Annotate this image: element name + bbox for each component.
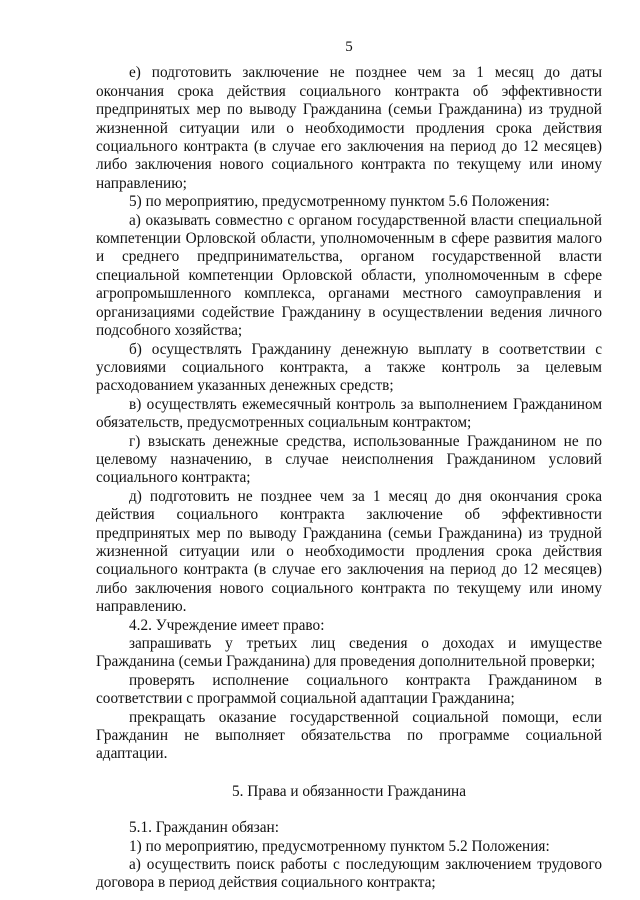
paragraph-right-request: запрашивать у третьих лиц сведения о доходах и имуществе Гражданина (семьи Гражданина) для проведения дополнительной проверки; (96, 635, 602, 671)
paragraph-item-e: е) подготовить заключение не позднее чем за 1 месяц до даты окончания срока действия социального контракта об эффективности предпринятых мер по выводу Гражданина (семьи Гражданина) из трудной жизненной ситуации или о необходимости продления срока действия социального контракта (в случае его заключения на период до 12 месяцев) либо заключения нового социального контракта по текущему или иному направлению; (96, 64, 602, 192)
paragraph-measure-1: 1) по мероприятию, предусмотренному пунктом 5.2 Положения: (129, 837, 550, 855)
paragraph-item-a: а) оказывать совместно с органом государственной власти специальной компетенции Орловской области, уполномоченным в сфере развития малого и среднего предпринимательства, органом государственной власти специальной компетенции Орловской области, уполномоченным в сфере агропромышленного комплекса, органами местного самоуправления и организациями содействие Гражданину в осуществлении ведения личного подсобного хозяйства; (96, 211, 602, 340)
section-heading: 5. Права и обязанности Гражданина (231, 782, 467, 800)
paragraph-4-2: 4.2. Учреждение имеет право: (129, 616, 325, 634)
paragraph-item-b: б) осуществлять Гражданину денежную выплату в соответствии с условиями социального контракта, а также контроль за целевым расходованием указанных денежных средств; (96, 340, 602, 395)
paragraph-item-g: г) взыскать денежные средства, использованные Гражданином не по целевому назначению, в случае неисполнения Гражданином условий социального контракта; (96, 432, 602, 487)
paragraph-right-terminate: прекращать оказание государственной социальной помощи, если Гражданин не выполняет обязательства по программе социальной адаптации. (96, 708, 602, 763)
paragraph-item-v: в) осуществлять ежемесячный контроль за выполнением Гражданином обязательств, предусмотренных социальным контрактом; (96, 395, 602, 432)
paragraph-item-d: д) подготовить не позднее чем за 1 месяц до дня окончания срока действия социального контракта заключение об эффективности предпринятых мер по выводу Гражданина (семьи Гражданина) из трудной жизненной ситуации или о необходимости продления срока действия социального контракта (в случае его заключения на период до 12 месяцев) либо заключения нового социального контракта по текущему или иному направлению. (96, 487, 602, 616)
page-number: 5 (345, 39, 353, 55)
document-page (96, 38, 602, 893)
paragraph-5-1: 5.1. Гражданин обязан: (129, 819, 279, 837)
paragraph-measure-5: 5) по мероприятию, предусмотренному пунктом 5.6 Положения: (129, 193, 550, 211)
paragraph-right-check: проверять исполнение социального контракта Гражданином в соответствии с программой социальной адаптации Гражданина; (96, 671, 602, 708)
paragraph-job-search: а) осуществить поиск работы с последующим заключением трудового договора в период действия социального контракта; (96, 856, 602, 892)
